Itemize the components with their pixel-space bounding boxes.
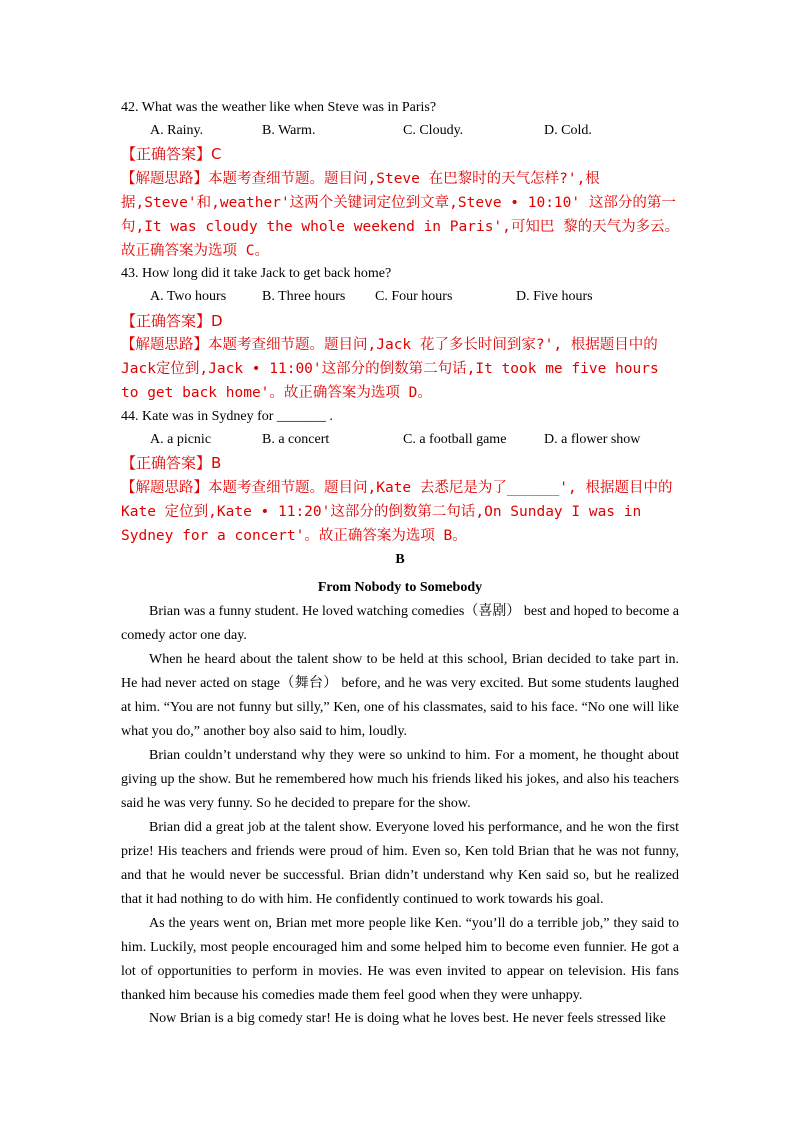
q42-explanation-head: 【解题思路】 bbox=[121, 171, 208, 187]
q42-answer: 【正确答案】C bbox=[121, 145, 222, 163]
paragraph-3: Brian couldn’t understand why they were so unkind to him. For a moment, he thought about giving up the show. But he remembered how much his friends liked his jokes, and also his teachers said he was very funny. So he decided to prepare for the show. bbox=[121, 748, 679, 811]
q43-option-b: B. Three hours bbox=[262, 289, 346, 304]
q43-option-c: C. Four hours bbox=[375, 289, 453, 304]
q42-option-c: C. Cloudy. bbox=[403, 123, 464, 138]
q44-option-b: B. a concert bbox=[262, 432, 330, 447]
question-44: 44. Kate was in Sydney for _______ . bbox=[121, 409, 333, 424]
q43-answer: 【正确答案】D bbox=[121, 312, 223, 330]
q42-explanation bbox=[121, 167, 681, 263]
q42-option-b: B. Warm. bbox=[262, 123, 316, 138]
q44-option-d: D. a flower show bbox=[544, 432, 641, 447]
question-43: 43. How long did it take Jack to get back home? bbox=[121, 266, 392, 281]
question-42: 42. What was the weather like when Steve was in Paris? bbox=[121, 100, 437, 115]
q43-explanation-head: 【解题思路】 bbox=[121, 337, 208, 353]
q43-option-d: D. Five hours bbox=[516, 289, 593, 304]
paragraph-6: Now Brian is a big comedy star! He is doing what he loves best. He never feels stressed like bbox=[149, 1011, 666, 1026]
q44-explanation bbox=[121, 476, 681, 548]
paragraph-2: When he heard about the talent show to be held at this school, Brian decided to take part in. He had never acted on stage（舞台） before, and he was very excited. But some students laughed at him. “You are not funny but silly,” Ken, one of his classmates, said to his face. “No one will like what you do,” another boy also said to him, loudly. bbox=[121, 652, 679, 739]
q43-option-a: A. Two hours bbox=[150, 289, 227, 304]
q44-explanation-head: 【解题思路】 bbox=[121, 480, 208, 496]
q44-option-c: C. a football game bbox=[403, 432, 507, 447]
q42-explanation-text: 本题考查细节题。题目问,Steve 在巴黎时的天气怎样?',根据,Steve'和,weather'这两个关键词定位到文章,Steve • 10:10' 这部分的第一句,It was cloudy the whole weekend in Paris',可知巴 黎的天气为多云。故正确答案为选项 C。 bbox=[121, 171, 680, 259]
q42-option-d: D. Cold. bbox=[544, 123, 592, 138]
q44-option-a: A. a picnic bbox=[150, 432, 212, 447]
q44-explanation-text: 本题考查细节题。题目问,Kate 去悉尼是为了______', 根据题目中的 Kate 定位到,Kate • 11:20'这部分的倒数第二句话,On Sunday I was in Sydney for a concert'。故正确答案为选项 B。 bbox=[121, 480, 673, 544]
section-letter: B bbox=[395, 552, 405, 567]
paragraph-4: Brian did a great job at the talent show. Everyone loved his performance, and he won the first prize! His teachers and friends were proud of him. Even so, Ken told Brian that he was not funny, and that he would never be successful. Brian didn’t understand why Ken said so, but he realized that it had nothing to do with him. He confidently continued to work towards his goal. bbox=[121, 820, 679, 907]
paragraph-5: As the years went on, Brian met more people like Ken. “you’ll do a terrible job,” they said to him. Luckily, most people encouraged him and some helped him to become even funnier. He got a lot of opportunities to perform in movies. He was even invited to appear on television. His fans thanked him because his comedies made them feel good when they were unhappy. bbox=[121, 916, 679, 1003]
q42-option-a: A. Rainy. bbox=[150, 123, 204, 138]
q44-answer: 【正确答案】B bbox=[121, 454, 222, 472]
paragraph-1: Brian was a funny student. He loved watching comedies（喜剧） best and hoped to become a comedy actor one day. bbox=[121, 604, 679, 643]
passage-title: From Nobody to Somebody bbox=[317, 580, 483, 595]
q43-explanation bbox=[121, 333, 681, 405]
q43-explanation-text: 本题考查细节题。题目问,Jack 花了多长时间到家?', 根据题目中的Jack定位到,Jack • 11:00'这部分的倒数第二句话,It took me five hours to get back home'。故正确答案为选项 D。 bbox=[121, 337, 659, 401]
